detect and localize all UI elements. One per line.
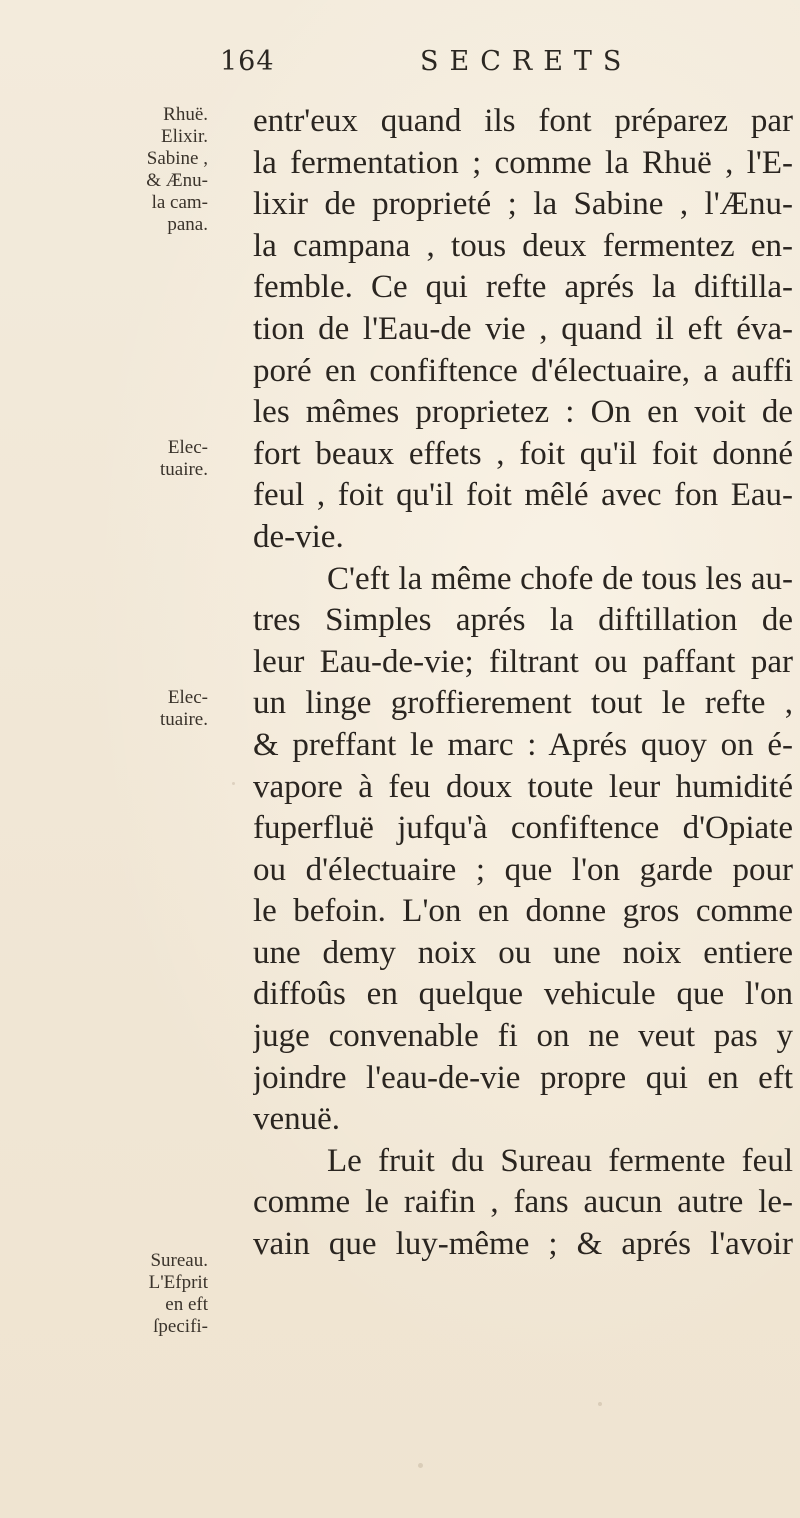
text-line: venuë. — [253, 1101, 341, 1138]
paper-speck — [418, 1463, 423, 1468]
margin-note-line: L'Efprit — [148, 1272, 208, 1293]
text-line: tion de l'Eau-de vie , quand il eft éva- — [253, 310, 793, 347]
text-line: femble. Ce qui refte aprés la diftilla- — [253, 269, 793, 306]
text-line: fort beaux effets , foit qu'il foit donné — [253, 435, 793, 472]
text-line: diffoûs en quelque vehicule que l'on — [253, 976, 793, 1013]
paper-speck — [598, 1402, 602, 1406]
text-line: le befoin. L'on en donne gros comme — [253, 893, 793, 930]
text-line: leur Eau-de-vie; filtrant ou paffant par — [253, 643, 793, 680]
text-line: un linge groffierement tout le refte , — [253, 685, 793, 722]
page-header — [220, 46, 640, 86]
text-line: la fermentation ; comme la Rhuë , l'E- — [253, 144, 793, 181]
margin-note-rhue — [60, 104, 208, 236]
running-head: SECRETS — [420, 46, 633, 77]
text-line: joindre l'eau-de-vie propre qui en eft — [253, 1059, 793, 1096]
text-line: vapore à feu doux toute leur humidité — [253, 768, 793, 805]
text-line: C'eft la même chofe de tous les au- — [327, 560, 793, 597]
page-number: 164 — [220, 46, 275, 77]
text-line: & preffant le marc : Aprés quoy on é- — [253, 726, 793, 763]
text-line: vain que luy-même ; & aprés l'avoir — [253, 1226, 793, 1263]
margin-note-line: la cam- — [151, 192, 208, 213]
text-line: juge convenable fi on ne veut pas y — [253, 1018, 793, 1055]
text-line: fuperfluë jufqu'à confiftence d'Opiate — [253, 810, 793, 847]
margin-note-line: pana. — [167, 214, 208, 235]
margin-note-line: Sabine , — [146, 148, 208, 169]
margin-note-electuaire-2 — [60, 687, 208, 731]
text-line: la campana , tous deux fermentez en- — [253, 227, 793, 264]
text-line: lixir de proprieté ; la Sabine , l'Ænu- — [253, 186, 793, 223]
margin-note-line: & Ænu- — [146, 170, 208, 191]
margin-note-line: Elixir. — [161, 126, 208, 147]
margin-note-line: tuaire. — [159, 709, 208, 730]
margin-note-line: Elec- — [167, 687, 208, 708]
margin-note-electuaire-1 — [60, 437, 208, 481]
margin-note-line: en eft — [165, 1294, 208, 1315]
paper-speck — [232, 782, 235, 785]
text-line: comme le raifin , fans aucun autre le- — [253, 1184, 793, 1221]
text-line: feul , foit qu'il foit mêlé avec fon Eau- — [253, 477, 793, 514]
margin-note-line: Elec- — [167, 437, 208, 458]
margin-notes — [0, 0, 240, 1518]
text-line: entr'eux quand ils font préparez par — [253, 103, 793, 139]
margin-note-line: tuaire. — [159, 459, 208, 480]
text-line: les mêmes proprietez : On en voit de — [253, 394, 793, 431]
body-text — [253, 101, 793, 1266]
text-line: Le fruit du Sureau fermente feul — [327, 1142, 793, 1179]
text-line: de-vie. — [253, 518, 344, 555]
margin-note-sureau — [40, 1250, 208, 1338]
text-line: une demy noix ou une noix entiere — [253, 934, 793, 971]
margin-note-line: Rhuë. — [163, 104, 208, 125]
margin-note-line: Sureau. — [150, 1250, 208, 1271]
text-line: poré en confiftence d'électuaire, a auffi — [253, 352, 793, 389]
margin-note-line: ſpecifi- — [153, 1316, 208, 1337]
text-line: tres Simples aprés la diftillation de — [253, 602, 793, 639]
text-line: ou d'électuaire ; que l'on garde pour — [253, 851, 793, 888]
